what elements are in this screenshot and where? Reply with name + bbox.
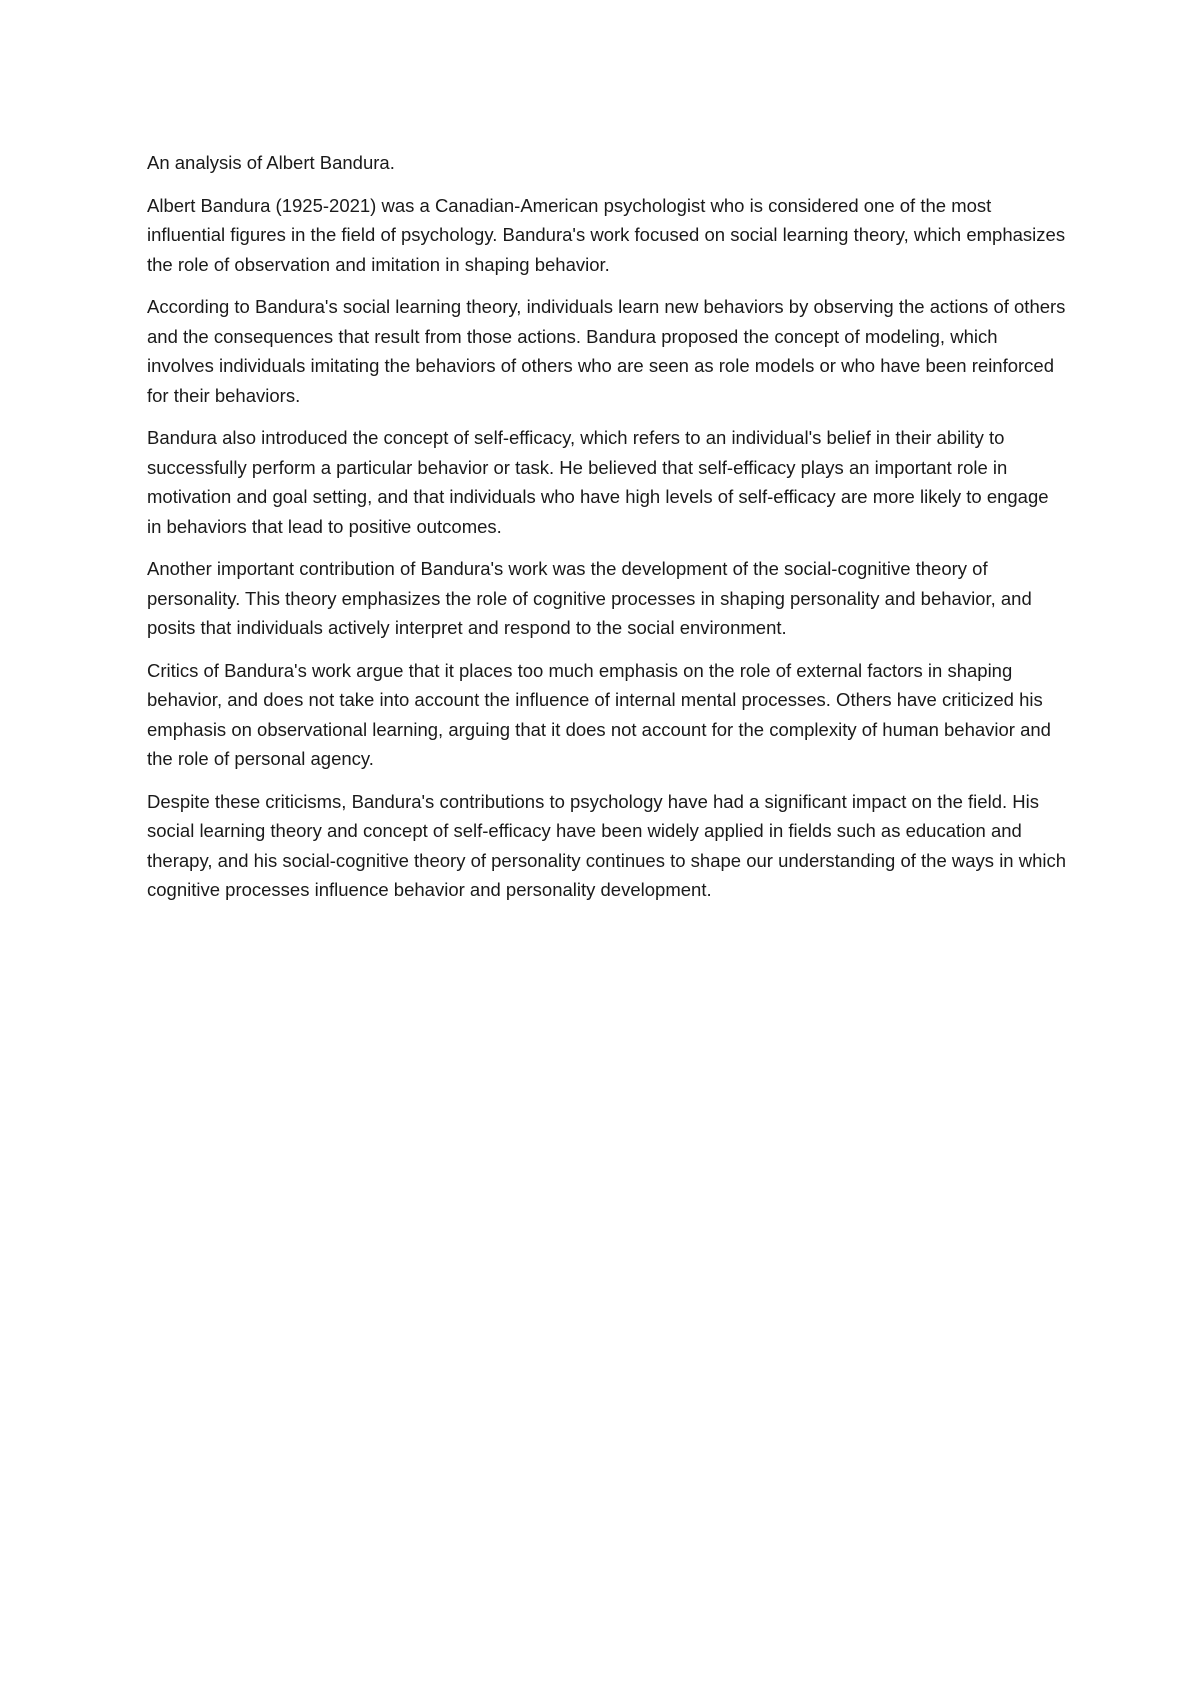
- paragraph-social-learning: According to Bandura's social learning theory, individuals learn new behaviors by observing the actions of others and the consequences that result from those actions. Bandura proposed the concept of modeling, which involves individuals imitating the behaviors of others who are seen as role models or who have been reinforced for their behaviors.: [147, 296, 1066, 406]
- paragraph-conclusion: Despite these criticisms, Bandura's contributions to psychology have had a significant impact on the field. His social learning theory and concept of self-efficacy have been widely applied in fields such as education and therapy, and his social-cognitive theory of personality continues to shape our understanding of the ways in which cognitive processes influence behavior and personality development.: [147, 790, 1067, 900]
- paragraph-critics: Critics of Bandura's work argue that it places too much emphasis on the role of external factors in shaping behavior, and does not take into account the influence of internal mental processes. Others have criticized his emphasis on observational learning, arguing that it does not account for the complexity of human behavior and the role of personal agency.: [147, 659, 1051, 769]
- paragraph-self-efficacy: Bandura also introduced the concept of self-efficacy, which refers to an individual's belief in their ability to successfully perform a particular behavior or task. He believed that self-efficacy plays an important role in motivation and goal setting, and that individuals who have high levels of self-efficacy are more likely to engage in behaviors that lead to positive outcomes.: [147, 427, 1049, 537]
- paragraph-social-cognitive: Another important contribution of Bandura's work was the development of the social-cognitive theory of personality. This theory emphasizes the role of cognitive processes in shaping personality and behavior, and posits that individuals actively interpret and respond to the social environment.: [147, 558, 1032, 638]
- document-title: An analysis of Albert Bandura.: [147, 152, 395, 173]
- paragraph-intro: Albert Bandura (1925-2021) was a Canadian-American psychologist who is considered one of the most influential figures in the field of psychology. Bandura's work focused on social learning theory, which emphasizes the role of observation and imitation in shaping behavior.: [147, 194, 1066, 275]
- document-body: [147, 148, 1067, 918]
